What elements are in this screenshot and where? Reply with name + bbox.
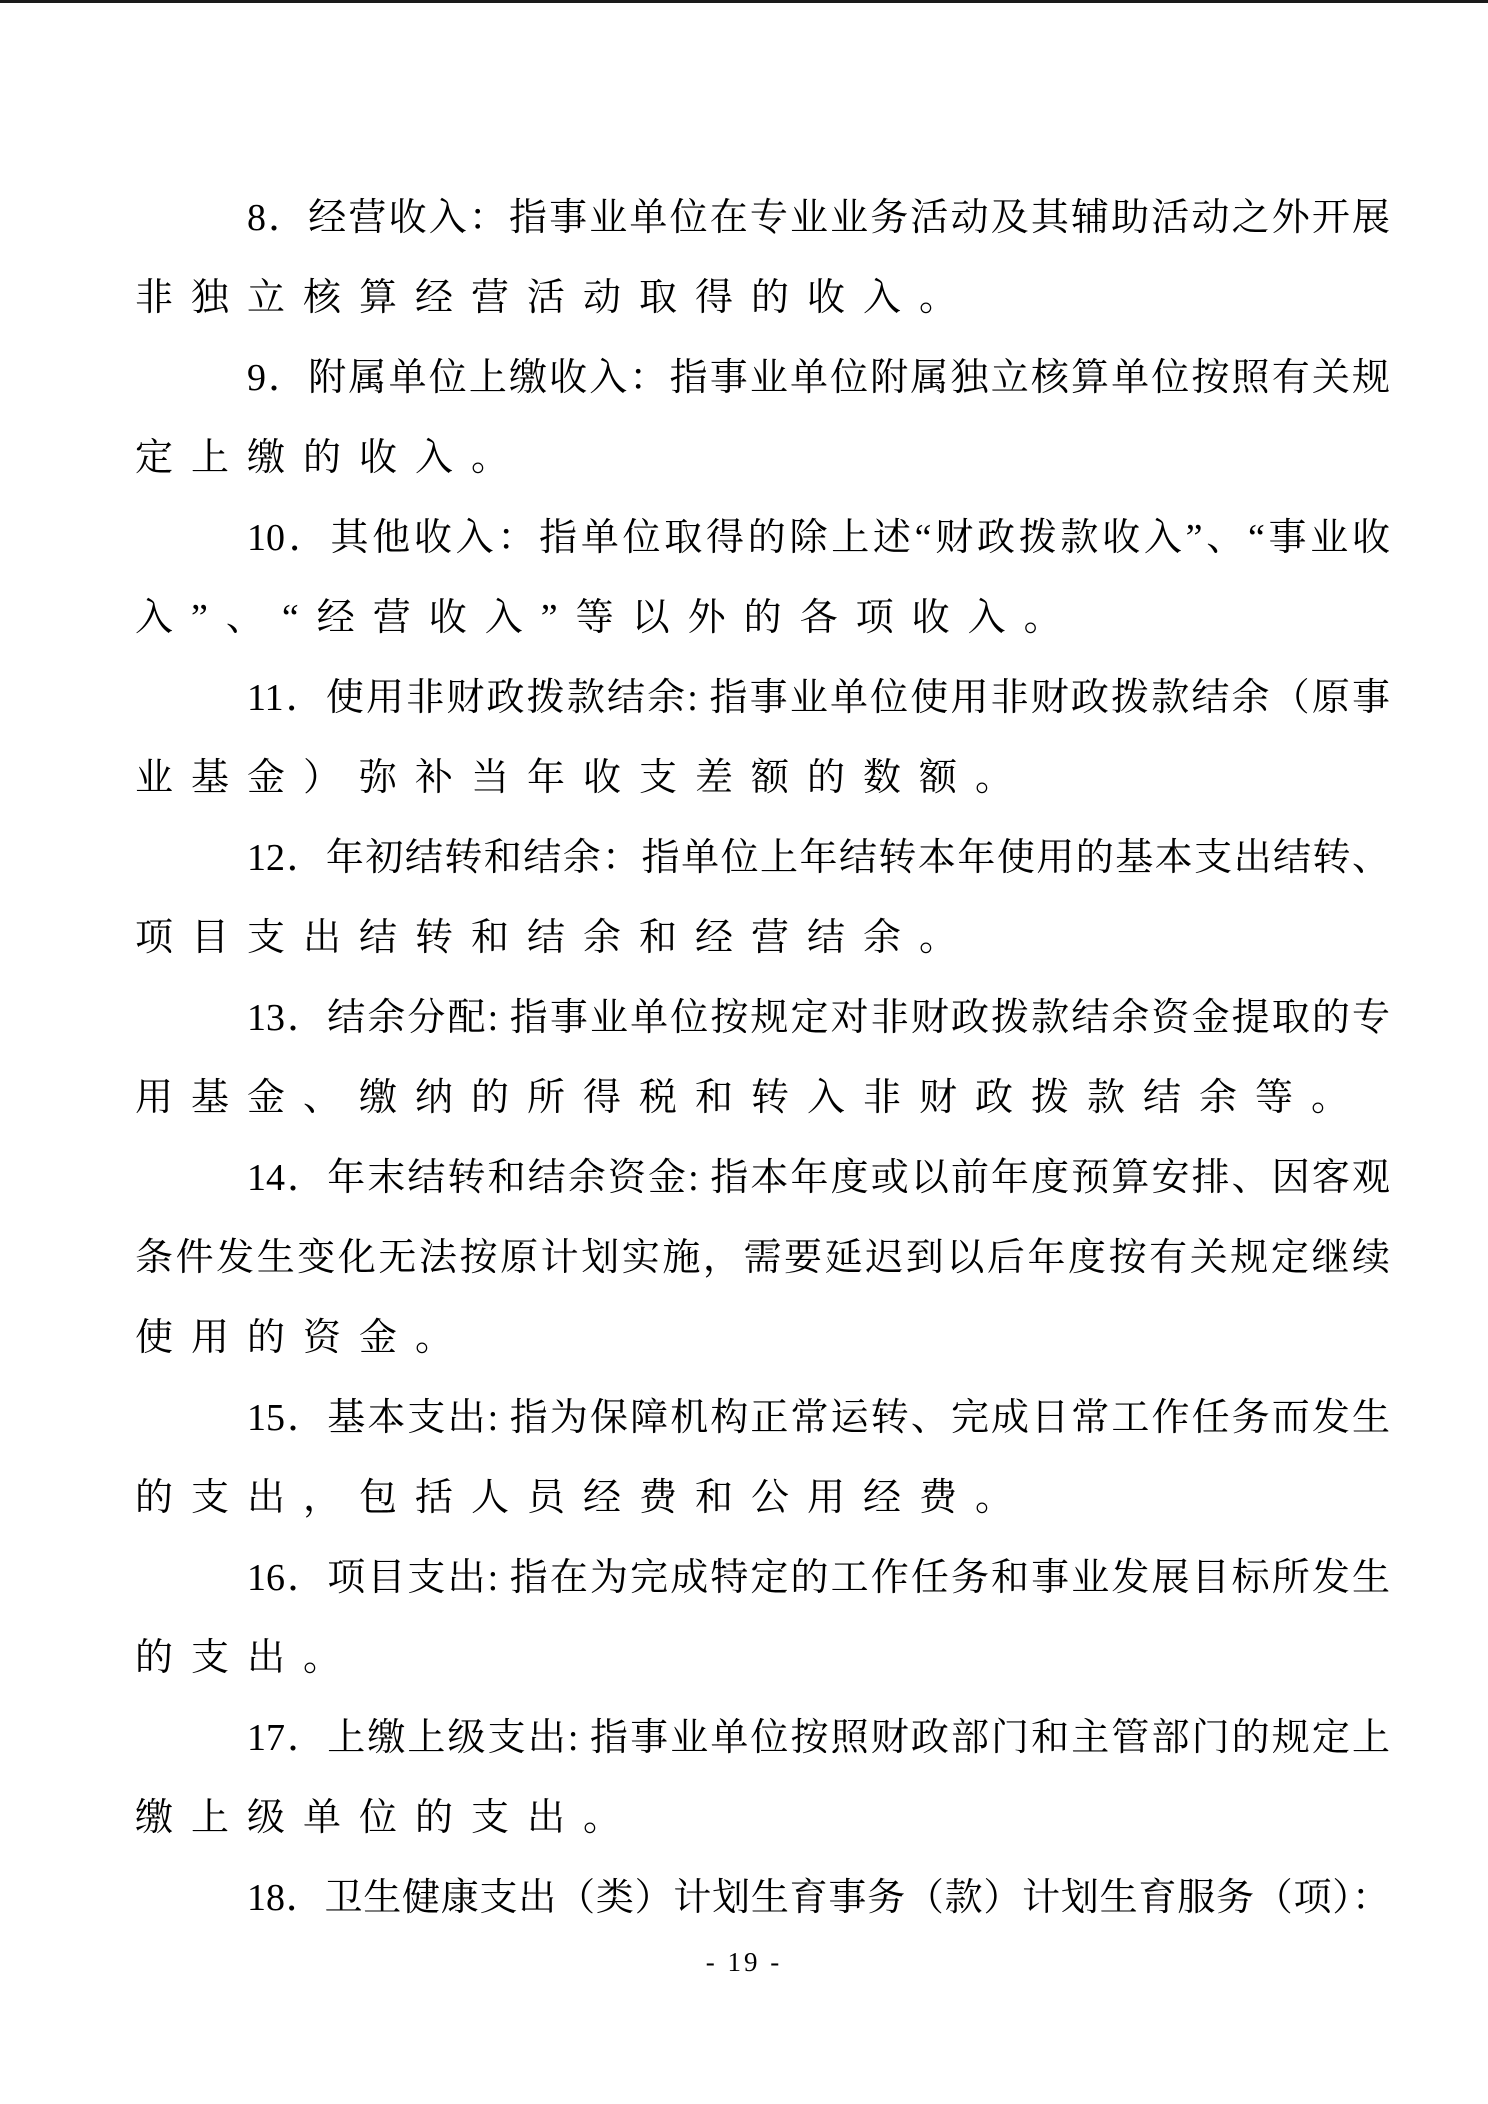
paragraph-line: 用基金、缴纳的所得税和转入非财政拨款结余等。: [135, 1077, 1368, 1119]
paragraph-line: 的支出。: [135, 1637, 360, 1679]
document-body: [135, 178, 1390, 1938]
paragraph-line: 18．卫生健康支出（类）计划生育事务（款）计划生育服务（项）：: [247, 1877, 1390, 1919]
paragraph-line: 12．年初结转和结余：指单位上年结转本年使用的基本支出结转、: [247, 837, 1390, 879]
paragraph-line: 14．年末结转和结余资金: 指本年度或以前年度预算安排、因客观: [247, 1157, 1390, 1199]
paragraph-line: 项目支出结转和结余和经营结余。: [135, 917, 976, 959]
paragraph-line: 定上缴的收入。: [135, 437, 528, 479]
paragraph-line: 的支出，包括人员经费和公用经费。: [135, 1477, 1032, 1519]
paragraph-line: 11．使用非财政拨款结余: 指事业单位使用非财政拨款结余（原事: [247, 677, 1390, 719]
paragraph-line: 入”、“经营收入”等以外的各项收入。: [135, 597, 1080, 639]
paragraph-line: 缴上级单位的支出。: [135, 1797, 640, 1839]
paragraph-line: 条件发生变化无法按原计划实施，需要延迟到以后年度按有关规定继续: [135, 1237, 1390, 1279]
paragraph-line: 9．附属单位上缴收入：指事业单位附属独立核算单位按照有关规: [247, 357, 1390, 399]
paragraph-line: 15．基本支出: 指为保障机构正常运转、完成日常工作任务而发生: [247, 1397, 1390, 1439]
paragraph-line: 16．项目支出: 指在为完成特定的工作任务和事业发展目标所发生: [247, 1557, 1390, 1599]
paragraph-line: 业基金）弥补当年收支差额的数额。: [135, 757, 1032, 799]
page-number: - 19 -: [705, 1947, 783, 1977]
paragraph-line: 8．经营收入：指事业单位在专业业务活动及其辅助活动之外开展: [247, 197, 1390, 239]
paragraph-line: 非独立核算经营活动取得的收入。: [135, 277, 976, 319]
paragraph-line: 使用的资金。: [135, 1317, 472, 1359]
paragraph-line: 10．其他收入：指单位取得的除上述“财政拨款收入”、“事业收: [247, 517, 1390, 559]
paragraph-line: 13．结余分配: 指事业单位按规定对非财政拨款结余资金提取的专: [247, 997, 1390, 1039]
paragraph-line: 17．上缴上级支出: 指事业单位按照财政部门和主管部门的规定上: [247, 1717, 1390, 1759]
page-top-border: [0, 0, 1488, 3]
